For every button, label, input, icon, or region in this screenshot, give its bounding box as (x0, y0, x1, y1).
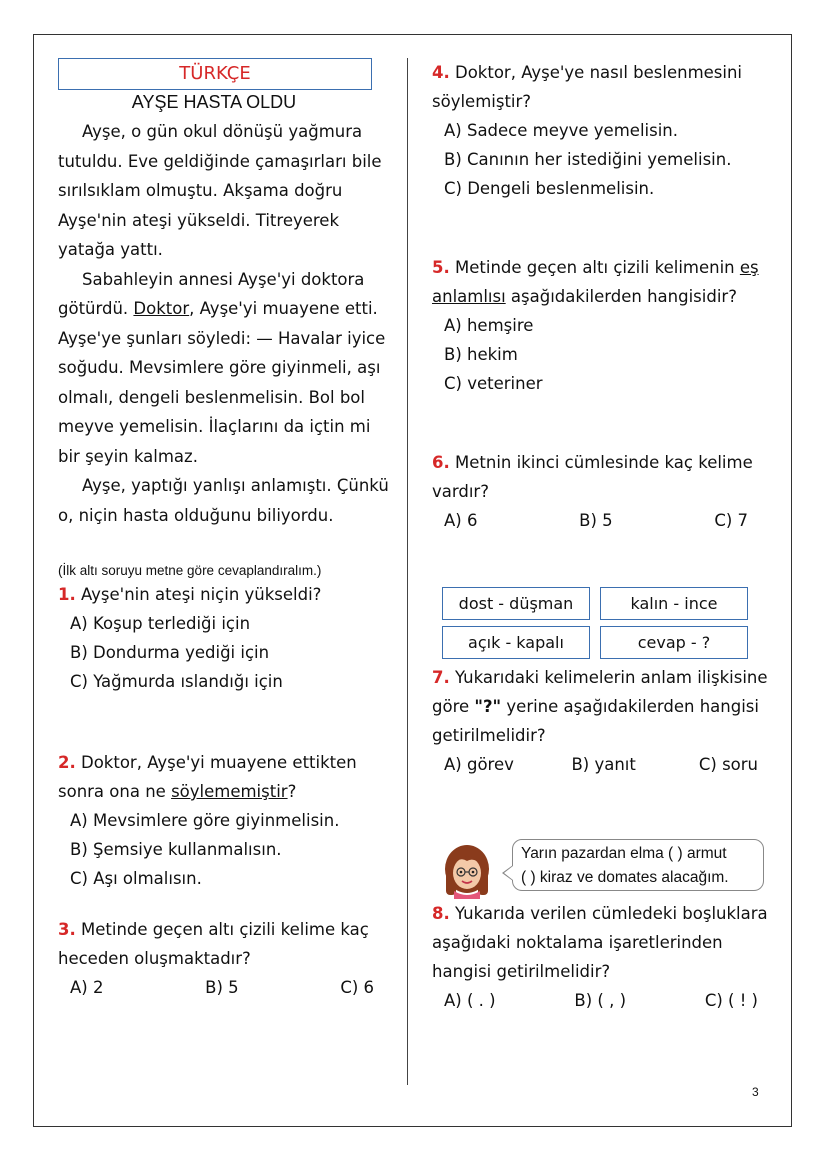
word-pairs-grid (442, 587, 768, 659)
question-number: 5. (432, 258, 450, 277)
story-paragraph-3 (58, 471, 394, 530)
question-number: 3. (58, 920, 76, 939)
option-b[interactable]: B) Dondurma yediği için (70, 643, 270, 662)
option-a[interactable]: A) Sadece meyve yemelisin. (444, 121, 678, 140)
column-divider (407, 58, 408, 1085)
question-text: Metinde geçen altı çizili kelimenin (455, 258, 740, 277)
story-paragraph-1 (58, 117, 394, 265)
question-number: 2. (58, 753, 76, 772)
option-c[interactable]: C) Aşı olmalısın. (70, 869, 202, 888)
question-text: Metnin ikinci cümlesinde kaç kelime vardır? (432, 453, 753, 501)
paragraph-text: Ayşe, yaptığı yanlışı anlamıştı. Çünkü o, niçin hasta olduğunu biliyordu. (58, 476, 389, 525)
word-pair-box: dost - düşman (442, 587, 590, 620)
option-b[interactable]: B) 5 (205, 978, 239, 997)
speech-bubble-tail-inner (504, 866, 513, 880)
question-mark-bold: "?" (474, 697, 502, 716)
speech-scene (432, 839, 768, 899)
question-number: 8. (432, 904, 450, 923)
question-text: Doktor, Ayşe'ye nasıl beslenmesini söylemiştir? (432, 63, 743, 111)
option-a[interactable]: A) görev (444, 755, 514, 774)
question-number: 4. (432, 63, 450, 82)
girl-avatar-icon (438, 841, 496, 899)
option-c[interactable]: C) soru (698, 755, 759, 774)
option-a[interactable]: A) ( . ) (444, 991, 496, 1010)
bubble-line-2: ( ) kiraz ve domates alacağım. (521, 869, 729, 886)
word-pair-box: cevap - ? (600, 626, 748, 659)
story-title: AYŞE HASTA OLDU (131, 92, 297, 112)
question-8 (432, 899, 768, 1015)
question-number: 6. (432, 453, 450, 472)
question-number: 1. (58, 585, 76, 604)
paragraph-text: , Ayşe'yi muayene etti. Ayşe'ye şunları söyledi: — Havalar iyice soğudu. Mevsimlere göre giyinmeli, aşı olmalı, dengeli beslenmelisin. Bol bol meyve yemelisin. İlaçlarını da içtin mi bir şeyin kalmaz. (58, 299, 386, 466)
option-a[interactable]: A) 6 (444, 511, 478, 530)
question-text: aşağıdakilerden hangisidir? (505, 287, 737, 306)
underlined-word: söylememiştir (171, 782, 288, 801)
options-row (444, 750, 768, 779)
page-number: 3 (752, 1085, 759, 1099)
option-b[interactable]: B) ( , ) (574, 991, 627, 1010)
option-a[interactable]: A) Mevsimlere göre giyinmelisin. (70, 811, 340, 830)
option-c[interactable]: C) Dengeli beslenmelisin. (444, 179, 655, 198)
option-c[interactable]: C) veteriner (444, 374, 543, 393)
bubble-line-1: Yarın pazardan elma ( ) armut (521, 845, 727, 862)
question-2 (58, 748, 394, 893)
left-column (58, 58, 394, 1002)
question-text: Ayşe'nin ateşi niçin yükseldi? (81, 585, 322, 604)
option-b[interactable]: B) hekim (444, 345, 518, 364)
option-c[interactable]: C) 7 (714, 511, 749, 530)
word-pair-box: açık - kapalı (442, 626, 590, 659)
word-pair-box: kalın - ince (600, 587, 748, 620)
underlined-word: eş anlamlısı (432, 258, 759, 306)
question-3 (58, 915, 394, 1002)
option-c[interactable]: C) 6 (340, 978, 375, 997)
question-text: Yukarıda verilen cümledeki boşluklara aşağıdaki noktalama işaretlerinden hangisi getirilmelidir? (432, 904, 768, 981)
option-c[interactable]: C) Yağmurda ıslandığı için (70, 672, 283, 691)
option-b[interactable]: B) yanıt (571, 755, 636, 774)
option-a[interactable]: A) hemşire (444, 316, 534, 335)
question-text: Doktor, Ayşe'yi muayene ettikten sonra ona ne (58, 753, 357, 801)
option-c[interactable]: C) ( ! ) (704, 991, 758, 1010)
option-b[interactable]: B) 5 (579, 511, 613, 530)
question-text: Metinde geçen altı çizili kelime kaç heceden oluşmaktadır? (58, 920, 369, 968)
question-number: 7. (432, 668, 450, 687)
option-a[interactable]: A) 2 (70, 978, 104, 997)
underlined-word: Doktor (133, 299, 190, 318)
options-row (444, 506, 768, 535)
option-b[interactable]: B) Şemsiye kullanmalısın. (70, 840, 282, 859)
subject-heading: TÜRKÇE (58, 58, 372, 90)
paragraph-text: Sabahleyin annesi Ayşe'yi doktora götürdü. (58, 269, 365, 318)
question-text: Yukarıdaki kelimelerin anlam ilişkisine göre (432, 668, 768, 716)
right-column (432, 58, 768, 1015)
speech-bubble (512, 839, 764, 891)
question-7 (432, 663, 768, 779)
instruction-text: (İlk altı soruyu metne göre cevaplandıralım.) (58, 563, 322, 578)
question-4 (432, 58, 768, 203)
options-row (444, 986, 768, 1015)
question-text: yerine aşağıdakilerden hangisi getirilmelidir? (432, 697, 759, 745)
question-6 (432, 448, 768, 535)
option-a[interactable]: A) Koşup terlediği için (70, 614, 251, 633)
options-row (70, 973, 394, 1002)
option-b[interactable]: B) Canının her istediğini yemelisin. (444, 150, 732, 169)
question-5 (432, 253, 768, 398)
question-1 (58, 580, 394, 696)
paragraph-text: Ayşe, o gün okul dönüşü yağmura tutuldu. Eve geldiğinde çamaşırları bile sırılsıklam olmuştu. Akşama doğru Ayşe'nin ateşi yükseldi. Titreyerek yatağa yattı. (58, 122, 382, 259)
question-text: ? (287, 782, 297, 801)
story-paragraph-2 (58, 265, 394, 472)
